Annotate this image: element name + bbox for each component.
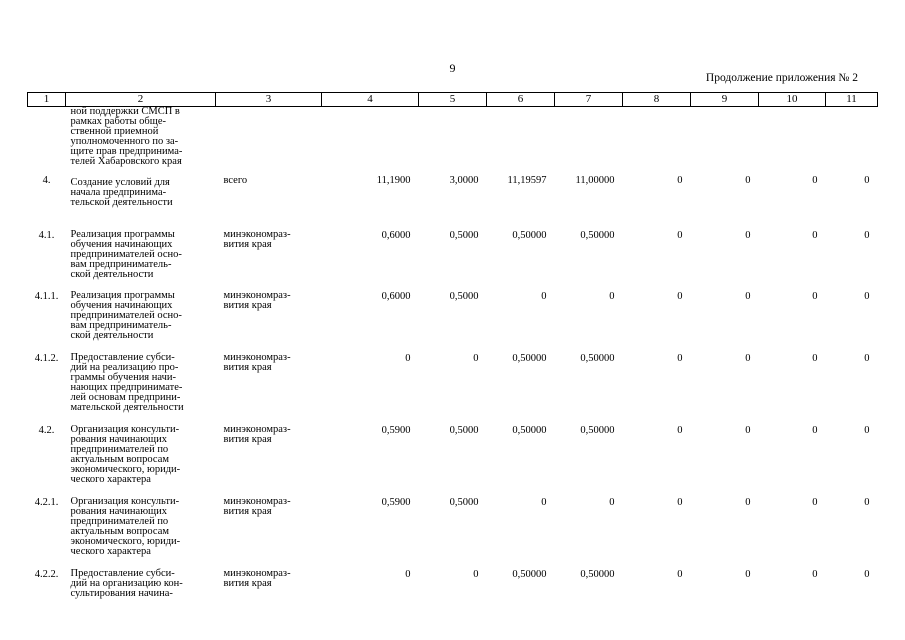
value-cell: 3,0000: [449, 175, 479, 186]
row-executor: [216, 230, 322, 291]
value-cell: 0: [812, 230, 818, 241]
value-cell: 0: [405, 569, 411, 580]
value-cell: 0,50000: [512, 353, 547, 364]
value-cell: 0: [745, 175, 751, 186]
value-cell: 0: [864, 353, 870, 364]
value-cell: 0,50000: [512, 569, 547, 580]
value-cell: 0: [541, 291, 547, 302]
header-cell: 3: [216, 93, 322, 107]
value-cell: 0: [864, 497, 870, 508]
row-name-line: Организация консульти-: [70, 424, 180, 435]
value-cell: 0: [677, 497, 683, 508]
row-executor: [216, 497, 322, 569]
row-name-line: сультирования начина-: [70, 588, 173, 599]
row-executor: [216, 170, 322, 230]
value-cell: 0: [677, 425, 683, 436]
row-executor-line: всего: [223, 175, 248, 186]
row-name-line: тельской деятельности: [70, 197, 173, 208]
table-row: [28, 425, 878, 497]
row-name: [66, 425, 216, 497]
value-cell: [691, 107, 759, 171]
value-cell: 0: [677, 175, 683, 186]
row-executor: [216, 291, 322, 353]
row-name-line: щите прав предпринима-: [70, 146, 183, 157]
program-table: [27, 92, 878, 610]
row-name-line: рования начинающих: [70, 434, 168, 445]
value-cell: 0: [745, 291, 751, 302]
row-executor-line: вития края: [223, 239, 272, 250]
value-cell: 0: [812, 291, 818, 302]
table-row: [28, 497, 878, 569]
row-name: [66, 107, 216, 171]
header-cell: 8: [623, 93, 691, 107]
row-name-line: рамках работы обще-: [70, 116, 166, 127]
value-cell: 0: [677, 291, 683, 302]
row-name-line: лей основам предприни-: [70, 392, 181, 403]
row-name-line: предпринимателей по: [70, 516, 169, 527]
row-executor-line: вития края: [223, 578, 272, 589]
row-name-line: Создание условий для: [70, 177, 170, 188]
row-number: [28, 107, 66, 171]
row-executor: [216, 353, 322, 425]
row-name-line: вам предприниматель-: [70, 259, 172, 270]
header-cell: 9: [691, 93, 759, 107]
value-cell: 11,19597: [507, 175, 547, 186]
row-name-line: граммы обучения начи-: [70, 372, 177, 383]
value-cell: 11,1900: [376, 175, 411, 186]
value-cell: 0,5000: [449, 497, 479, 508]
value-cell: 0: [812, 497, 818, 508]
row-name-line: ственной приемной: [70, 126, 159, 137]
row-name-line: актуальным вопросам: [70, 454, 170, 465]
row-number: 4.1.2.: [34, 353, 59, 364]
value-cell: 0,50000: [580, 425, 615, 436]
row-name: [66, 497, 216, 569]
row-number: 4.1.1.: [34, 291, 59, 302]
row-name-line: предпринимателей осно-: [70, 310, 182, 321]
row-executor-line: минэкономраз-: [223, 568, 291, 579]
value-cell: 0: [473, 569, 479, 580]
value-cell: 0,6000: [381, 230, 411, 241]
table-row: [28, 353, 878, 425]
row-executor-line: минэкономраз-: [223, 496, 291, 507]
row-number: 4.2.2.: [34, 569, 59, 580]
row-name-line: нающих предпринимате-: [70, 382, 183, 393]
row-number: 4.2.1.: [34, 497, 59, 508]
value-cell: 0: [864, 291, 870, 302]
row-number: 4.: [42, 175, 51, 186]
value-cell: 11,00000: [575, 175, 615, 186]
header-cell: 10: [759, 93, 826, 107]
row-executor: [216, 569, 322, 610]
row-name-line: обучения начинающих: [70, 239, 173, 250]
row-name-line: дий на реализацию про-: [70, 362, 179, 373]
value-cell: 0: [812, 425, 818, 436]
value-cell: 0,5900: [381, 425, 411, 436]
value-cell: [322, 107, 419, 171]
value-cell: 0: [745, 425, 751, 436]
value-cell: 0: [677, 353, 683, 364]
row-executor-line: вития края: [223, 300, 272, 311]
value-cell: 0: [864, 569, 870, 580]
row-name-line: начала предпринима-: [70, 187, 167, 198]
row-name-line: Реализация программы: [70, 290, 175, 301]
header-cell: 6: [487, 93, 555, 107]
row-name-line: ческого характера: [70, 474, 151, 485]
table-row: [28, 107, 878, 171]
row-name-line: предпринимателей по: [70, 444, 169, 455]
row-name: [66, 230, 216, 291]
page-number: 9: [449, 61, 456, 75]
value-cell: 0,5000: [449, 425, 479, 436]
row-executor-line: минэкономраз-: [223, 229, 291, 240]
row-name-line: экономического, юриди-: [70, 464, 181, 475]
row-name-line: экономического, юриди-: [70, 536, 181, 547]
header-cell: 4: [322, 93, 419, 107]
row-executor-line: вития края: [223, 434, 272, 445]
row-name-line: ской деятельности: [70, 330, 154, 341]
row-name-line: обучения начинающих: [70, 300, 173, 311]
value-cell: 0: [677, 230, 683, 241]
row-name-line: Реализация программы: [70, 229, 175, 240]
value-cell: [419, 107, 487, 171]
value-cell: [826, 107, 878, 171]
value-cell: [623, 107, 691, 171]
table-body: [28, 107, 878, 611]
annex-title: Продолжение приложения № 2: [705, 72, 858, 84]
row-name-line: Предоставление субси-: [70, 568, 175, 579]
value-cell: 0,50000: [512, 230, 547, 241]
row-name-line: Организация консульти-: [70, 496, 180, 507]
value-cell: [759, 107, 826, 171]
value-cell: 0: [405, 353, 411, 364]
value-cell: 0: [812, 175, 818, 186]
value-cell: 0,5000: [449, 291, 479, 302]
value-cell: [555, 107, 623, 171]
value-cell: 0,5900: [381, 497, 411, 508]
value-cell: 0: [864, 425, 870, 436]
value-cell: 0: [864, 175, 870, 186]
row-name: [66, 569, 216, 610]
table-header-row: [28, 93, 878, 107]
row-number: 4.1.: [38, 230, 55, 241]
row-name-line: ческого характера: [70, 546, 151, 557]
row-executor-line: минэкономраз-: [223, 352, 291, 363]
row-executor-line: минэкономраз-: [223, 290, 291, 301]
value-cell: 0,5000: [449, 230, 479, 241]
value-cell: 0: [745, 230, 751, 241]
value-cell: 0: [745, 353, 751, 364]
value-cell: 0: [609, 291, 615, 302]
table-row: [28, 230, 878, 291]
row-name-line: Предоставление субси-: [70, 352, 175, 363]
header-cell: 2: [66, 93, 216, 107]
row-name-line: актуальным вопросам: [70, 526, 170, 537]
row-executor: [216, 425, 322, 497]
table-row: [28, 170, 878, 230]
value-cell: 0,50000: [580, 353, 615, 364]
row-name: [66, 291, 216, 353]
value-cell: 0: [473, 353, 479, 364]
value-cell: 0: [812, 353, 818, 364]
row-name-line: телей Хабаровского края: [70, 156, 182, 167]
row-name-line: рования начинающих: [70, 506, 168, 517]
header-cell: 1: [28, 93, 66, 107]
row-executor-line: минэкономраз-: [223, 424, 291, 435]
table-row: [28, 291, 878, 353]
value-cell: 0: [745, 497, 751, 508]
value-cell: 0: [864, 230, 870, 241]
value-cell: 0: [541, 497, 547, 508]
row-executor-line: вития края: [223, 362, 272, 373]
row-name-line: мательской деятельности: [70, 402, 184, 413]
row-name-line: дий на организацию кон-: [70, 578, 183, 589]
value-cell: [487, 107, 555, 171]
value-cell: 0,50000: [580, 230, 615, 241]
row-name: [66, 170, 216, 230]
value-cell: 0: [677, 569, 683, 580]
value-cell: 0,50000: [580, 569, 615, 580]
row-name-line: ской деятельности: [70, 269, 154, 280]
value-cell: 0: [609, 497, 615, 508]
table-row: [28, 569, 878, 610]
header-cell: 7: [555, 93, 623, 107]
row-name-line: предпринимателей осно-: [70, 249, 182, 260]
row-name-line: ной поддержки СМСП в: [70, 106, 180, 117]
row-name-line: вам предприниматель-: [70, 320, 172, 331]
value-cell: 0: [745, 569, 751, 580]
row-number: 4.2.: [38, 425, 55, 436]
value-cell: 0,50000: [512, 425, 547, 436]
row-executor-line: вития края: [223, 506, 272, 517]
row-name: [66, 353, 216, 425]
header-cell: 5: [419, 93, 487, 107]
header-cell: 11: [826, 93, 878, 107]
value-cell: 0: [812, 569, 818, 580]
row-name-line: уполномоченного по за-: [70, 136, 179, 147]
value-cell: 0,6000: [381, 291, 411, 302]
row-executor: [216, 107, 322, 171]
